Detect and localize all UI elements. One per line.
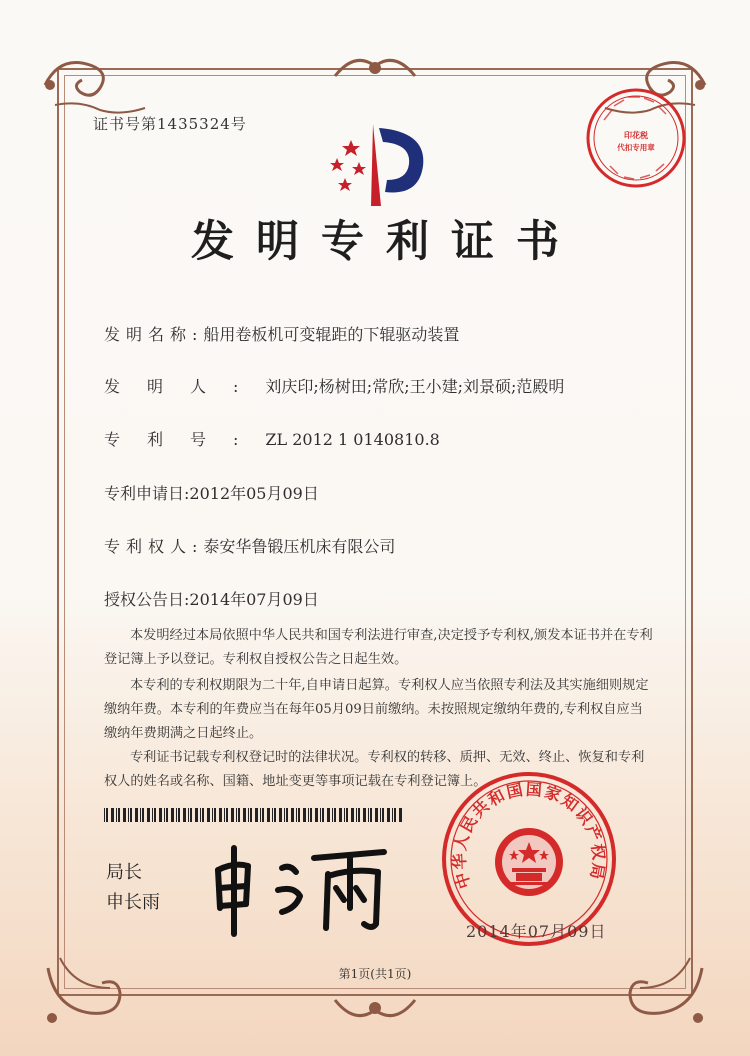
inventors-label: 发明人: <box>104 377 266 396</box>
filing-date-row <box>104 481 319 504</box>
svg-text:家: 家 <box>541 782 564 806</box>
svg-text:代扣专用章: 代扣专用章 <box>617 143 655 152</box>
top-left-ornament <box>40 50 150 120</box>
svg-text:识: 识 <box>571 804 597 829</box>
body-paragraph-3: 专利证书记载专利权登记时的法律状况。专利权的转移、质押、无效、终止、恢复和专利权人的姓名或名称、国籍、地址变更等事项记载在专利登记簿上。 <box>104 750 645 789</box>
grant-date-row <box>104 587 319 610</box>
inventors-value: 刘庆印;杨树田;常欣;王小建;刘景硕;范殿明 <box>265 377 565 396</box>
inventors-row <box>104 374 564 397</box>
svg-text:产: 产 <box>581 821 606 844</box>
grant-date-value: 2014年07月09日 <box>189 590 319 609</box>
svg-text:局: 局 <box>586 861 609 881</box>
patent-office-logo <box>315 118 435 210</box>
svg-text:共: 共 <box>468 796 494 822</box>
svg-text:中: 中 <box>451 869 475 892</box>
body-paragraph-1: 本发明经过本局依照中华人民共和国专利法进行审查,决定授予专利权,颁发本证书并在专利登记簿上予以登记。专利权自授权公告之日起生效。 <box>104 628 653 667</box>
svg-text:国: 国 <box>504 780 525 802</box>
svg-text:知: 知 <box>557 790 582 816</box>
certificate-title: 发明专利证书 <box>191 217 581 267</box>
filing-date-value: 2012年05月09日 <box>189 484 319 503</box>
invention-name-label: 发明名称: <box>104 325 204 344</box>
director-name: 申长雨 <box>106 892 160 913</box>
patent-number-label: 专利号: <box>104 430 266 449</box>
tax-stamp-seal <box>584 86 688 190</box>
director-title: 局长 <box>106 862 142 883</box>
patent-number-row <box>104 427 440 450</box>
bottom-right-ornament <box>590 948 710 1028</box>
invention-name-row <box>104 322 459 345</box>
bottom-center-ornament <box>330 990 420 1030</box>
grant-date-label: 授权公告日: <box>104 590 190 609</box>
svg-text:华: 华 <box>449 853 470 870</box>
svg-text:人: 人 <box>450 832 473 853</box>
body-paragraph-2: 本专利的专利权期限为二十年,自申请日起算。专利权人应当依照专利法及其实施细则规定缴纳年费。本专利的年费应当在每年05月09日前缴纳。未按照规定缴纳年费的,专利权自应当缴纳年费期满之日起终止。 <box>104 678 649 741</box>
patent-number-value: ZL 2012 1 0140810.8 <box>265 430 440 449</box>
barcode <box>104 808 404 822</box>
top-center-ornament <box>330 46 420 86</box>
seal-date: 2014年07月09日 <box>466 922 607 941</box>
director-signature <box>204 838 394 938</box>
svg-text:国: 国 <box>525 779 543 800</box>
svg-text:印花税: 印花税 <box>624 131 648 140</box>
svg-text:权: 权 <box>587 842 609 861</box>
invention-name-value: 船用卷板机可变辊距的下辊驱动装置 <box>203 325 460 344</box>
filing-date-label: 专利申请日: <box>104 484 190 503</box>
svg-text:民: 民 <box>456 812 482 836</box>
patentee-label: 专利权人: <box>104 537 204 556</box>
patentee-value: 泰安华鲁锻压机床有限公司 <box>203 537 396 556</box>
svg-text:和: 和 <box>484 785 508 810</box>
patentee-row <box>104 534 395 557</box>
bottom-left-ornament <box>40 948 160 1028</box>
page-indicator: 第1页(共1页) <box>338 967 412 981</box>
certificate-number: 证书号第1435324号 <box>93 115 247 133</box>
